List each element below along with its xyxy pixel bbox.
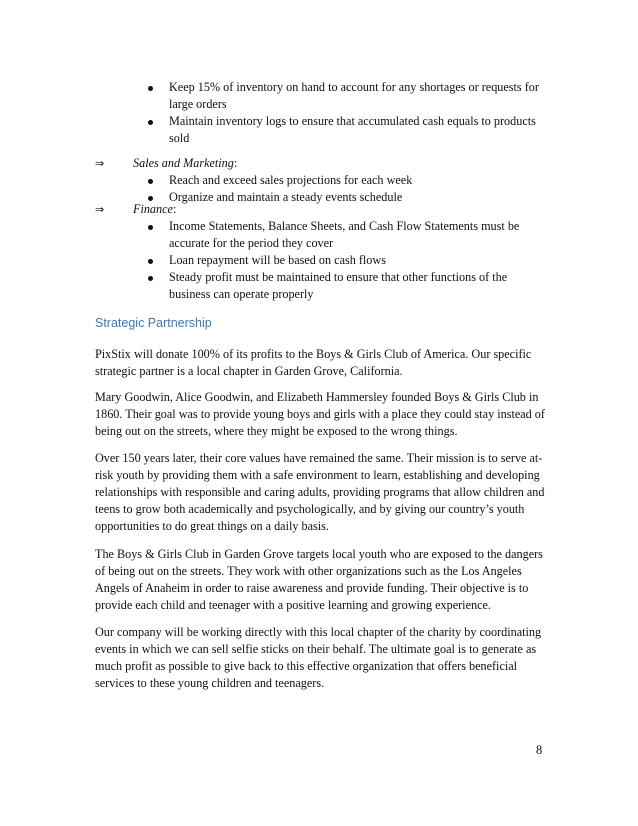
- section-heading: Strategic Partnership: [95, 316, 212, 330]
- list-item: [0, 269, 549, 303]
- section-label: Finance: [133, 202, 173, 216]
- paragraph: The Boys & Girls Club in Garden Grove targets local youth who are exposed to the dangers of being out on the streets. They work with other organizations such as the Los Angeles Angels of Anaheim in order to raise awareness and provide funding. Their objective is to provide each child and teenager with a positive learning and growing experience.: [95, 547, 543, 612]
- paragraph: Our company will be working directly with this local chapter of the charity by coordinating events in which we can sell selfie sticks on their behalf. The ultimate goal is to generate as much profit as possible to give back to this effective organization that offers beneficial services to these young children and teenagers.: [95, 625, 542, 690]
- bullet-text: Maintain inventory logs to ensure that accumulated cash equals to products sold: [169, 114, 536, 145]
- double-arrow-icon: ⇒: [95, 157, 105, 170]
- bullet-text: Organize and maintain a steady events schedule: [169, 190, 403, 204]
- page-number: 8: [536, 743, 543, 757]
- list-item: [0, 79, 549, 113]
- bullet-text: Steady profit must be maintained to ensure that other functions of the business can operate properly: [169, 270, 508, 301]
- bullet-text: Reach and exceed sales projections for each week: [169, 173, 413, 187]
- section-label: Sales and Marketing: [133, 156, 234, 170]
- list-item: [0, 252, 549, 269]
- bullet-text: Keep 15% of inventory on hand to account for any shortages or requests for large orders: [169, 80, 539, 111]
- bullet-text: Loan repayment will be based on cash flows: [169, 253, 386, 267]
- paragraph: Over 150 years later, their core values have remained the same. Their mission is to serve at-risk youth by providing them with a safe environment to learn, establishing and developing relationships with responsible and caring adults, providing programs that allow children and teens to grow both academically and psychologically, and by giving our country’s youth opportunities to do great things on a daily basis.: [95, 451, 545, 533]
- bullet-icon: [148, 120, 153, 125]
- bullet-text: Income Statements, Balance Sheets, and Cash Flow Statements must be accurate for the period they cover: [169, 219, 520, 250]
- bullet-icon: [148, 276, 153, 281]
- bullet-icon: [148, 225, 153, 230]
- label-colon: :: [172, 202, 177, 216]
- list-item: [0, 172, 549, 189]
- bullet-icon: [148, 259, 153, 264]
- list-item: [0, 218, 549, 252]
- list-item: [0, 113, 549, 147]
- paragraph: Mary Goodwin, Alice Goodwin, and Elizabeth Hammersley founded Boys & Girls Club in 1860. Their goal was to provide young boys and girls with a place they could stay instead of being out on the streets, where they might be exposed to the wrong things.: [95, 390, 545, 438]
- bullet-icon: [148, 179, 153, 184]
- bullet-icon: [148, 86, 153, 91]
- finance-label: [95, 201, 176, 218]
- finance-bullet-list: [0, 218, 638, 303]
- list-item: [0, 189, 549, 206]
- double-arrow-icon: ⇒: [95, 203, 105, 216]
- label-colon: :: [233, 156, 238, 170]
- paragraph: PixStix will donate 100% of its profits to the Boys & Girls Club of America. Our specific strategic partner is a local chapter in Garden Grove, California.: [95, 347, 532, 378]
- sales-marketing-label: [95, 155, 237, 172]
- inventory-bullet-list: [0, 79, 638, 147]
